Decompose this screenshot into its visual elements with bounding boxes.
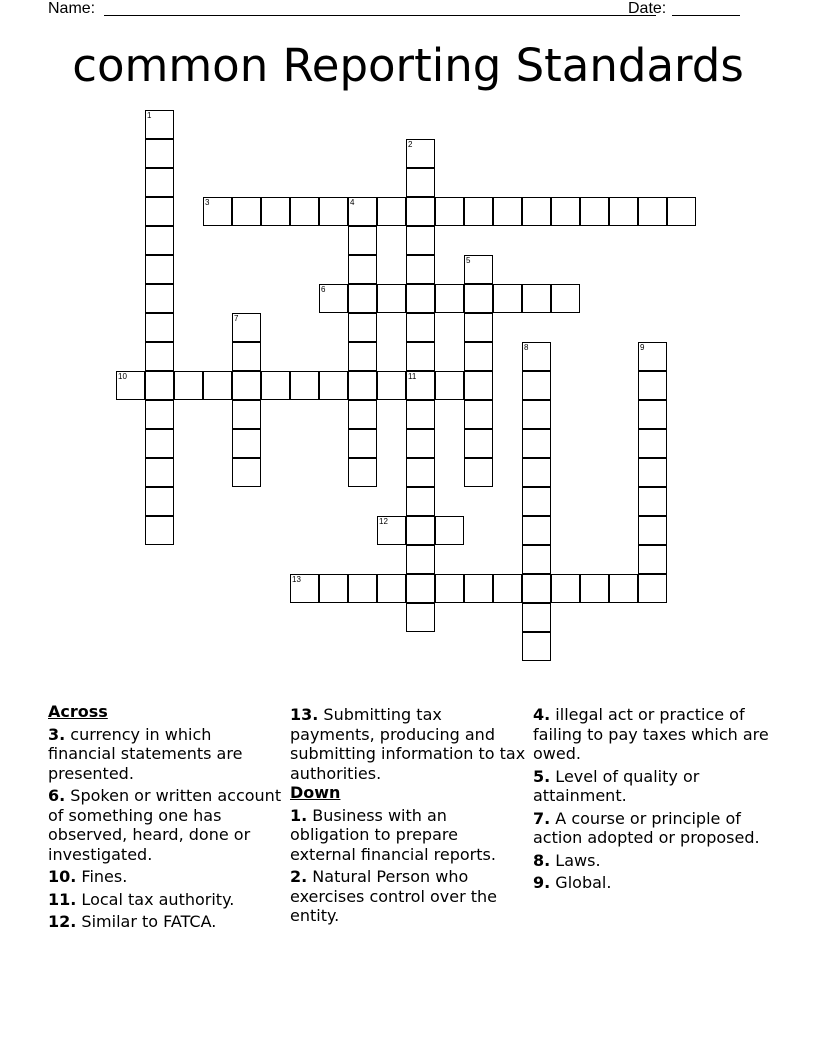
grid-cell[interactable] xyxy=(145,313,174,342)
grid-cell[interactable] xyxy=(522,458,551,487)
grid-cell[interactable] xyxy=(232,400,261,429)
grid-cell[interactable] xyxy=(638,429,667,458)
grid-cell[interactable] xyxy=(348,313,377,342)
grid-cell[interactable] xyxy=(319,371,348,400)
grid-cell[interactable] xyxy=(406,226,435,255)
clue-number: 12 xyxy=(379,517,388,526)
clue-number: 7 xyxy=(234,314,239,323)
grid-cell[interactable] xyxy=(464,255,493,284)
grid-cell[interactable] xyxy=(348,400,377,429)
clue-number-label: 6. xyxy=(48,786,66,805)
clue-item xyxy=(48,867,284,887)
grid-cell[interactable] xyxy=(464,197,493,226)
clue-number: 4 xyxy=(350,198,355,207)
grid-cell[interactable] xyxy=(174,371,203,400)
clue-number-label: 4. xyxy=(533,705,551,724)
grid-cell[interactable] xyxy=(290,574,319,603)
grid-cell[interactable] xyxy=(145,371,174,400)
clue-item xyxy=(290,806,526,865)
grid-cell[interactable] xyxy=(522,487,551,516)
clue-text: currency in which financial statements are presented. xyxy=(48,724,243,783)
name-label: Name: xyxy=(48,0,96,17)
grid-cell[interactable] xyxy=(261,197,290,226)
grid-cell[interactable] xyxy=(406,313,435,342)
grid-cell[interactable] xyxy=(232,458,261,487)
grid-cell[interactable] xyxy=(522,197,551,226)
grid-cell[interactable] xyxy=(638,371,667,400)
grid-cell[interactable] xyxy=(406,197,435,226)
grid-cell[interactable] xyxy=(609,574,638,603)
clue-item xyxy=(533,767,769,806)
clue-number-label: 11. xyxy=(48,889,77,909)
grid-cell[interactable] xyxy=(522,516,551,545)
grid-cell[interactable] xyxy=(464,400,493,429)
grid-cell[interactable] xyxy=(522,603,551,632)
grid-cell[interactable] xyxy=(522,545,551,574)
grid-cell[interactable] xyxy=(638,545,667,574)
grid-cell[interactable] xyxy=(493,284,522,313)
grid-cell[interactable] xyxy=(406,603,435,632)
grid-cell[interactable] xyxy=(406,400,435,429)
grid-cell[interactable] xyxy=(464,429,493,458)
clue-item xyxy=(48,912,284,932)
clue-text: Laws. xyxy=(550,850,601,870)
clue-item xyxy=(48,786,284,864)
grid-cell[interactable] xyxy=(406,487,435,516)
grid-cell[interactable] xyxy=(145,516,174,545)
grid-cell[interactable] xyxy=(406,574,435,603)
grid-cell[interactable] xyxy=(145,168,174,197)
grid-cell[interactable] xyxy=(406,516,435,545)
grid-cell[interactable] xyxy=(522,371,551,400)
grid-cell[interactable] xyxy=(522,574,551,603)
grid-cell[interactable] xyxy=(406,168,435,197)
clue-item xyxy=(533,851,769,871)
clue-number: 6 xyxy=(321,285,326,294)
grid-cell[interactable] xyxy=(232,197,261,226)
clue-item xyxy=(48,890,284,910)
grid-cell[interactable] xyxy=(406,139,435,168)
grid-cell[interactable] xyxy=(348,574,377,603)
grid-cell[interactable] xyxy=(232,371,261,400)
grid-cell[interactable] xyxy=(638,458,667,487)
grid-cell[interactable] xyxy=(406,371,435,400)
clue-text: Local tax authority. xyxy=(76,889,235,909)
grid-cell[interactable] xyxy=(522,632,551,661)
grid-cell[interactable] xyxy=(406,284,435,313)
clue-column-3 xyxy=(533,702,769,893)
grid-cell[interactable] xyxy=(348,371,377,400)
grid-cell[interactable] xyxy=(464,284,493,313)
grid-cell[interactable] xyxy=(348,255,377,284)
date-label: Date: xyxy=(628,0,667,17)
grid-cell[interactable] xyxy=(145,110,174,139)
grid-cell[interactable] xyxy=(406,458,435,487)
clue-number-label: 8. xyxy=(533,850,551,870)
across-heading: Across xyxy=(48,702,108,721)
grid-cell[interactable] xyxy=(145,139,174,168)
clue-item xyxy=(290,867,526,926)
grid-cell[interactable] xyxy=(348,458,377,487)
clue-number-label: 1. xyxy=(290,805,308,825)
clue-number: 11 xyxy=(408,372,417,381)
grid-cell[interactable] xyxy=(580,197,609,226)
clue-item xyxy=(290,705,526,783)
grid-cell[interactable] xyxy=(522,342,551,371)
clue-number-label: 10. xyxy=(48,867,77,886)
grid-cell[interactable] xyxy=(638,400,667,429)
grid-cell[interactable] xyxy=(435,197,464,226)
grid-cell[interactable] xyxy=(638,516,667,545)
grid-cell[interactable] xyxy=(464,342,493,371)
grid-cell[interactable] xyxy=(348,284,377,313)
clue-number-label: 2. xyxy=(290,867,308,886)
clue-number: 13 xyxy=(292,575,301,584)
grid-cell[interactable] xyxy=(493,197,522,226)
clue-number-label: 9. xyxy=(533,873,551,892)
grid-cell[interactable] xyxy=(232,342,261,371)
grid-cell[interactable] xyxy=(464,313,493,342)
grid-cell[interactable] xyxy=(493,574,522,603)
grid-cell[interactable] xyxy=(116,371,145,400)
clue-number-label: 7. xyxy=(533,808,551,828)
grid-cell[interactable] xyxy=(406,545,435,574)
grid-cell[interactable] xyxy=(348,342,377,371)
grid-cell[interactable] xyxy=(145,458,174,487)
grid-cell[interactable] xyxy=(464,458,493,487)
clue-column-2 xyxy=(290,702,526,926)
clue-number-label: 13. xyxy=(290,705,319,724)
grid-cell[interactable] xyxy=(319,574,348,603)
clue-number: 2 xyxy=(408,140,413,149)
grid-cell[interactable] xyxy=(319,284,348,313)
grid-cell[interactable] xyxy=(522,284,551,313)
grid-cell[interactable] xyxy=(232,313,261,342)
grid-cell[interactable] xyxy=(435,371,464,400)
grid-cell[interactable] xyxy=(145,342,174,371)
clue-text: Global. xyxy=(550,873,612,892)
grid-cell[interactable] xyxy=(638,487,667,516)
clue-column-1 xyxy=(48,702,284,932)
clue-number: 1 xyxy=(147,111,152,120)
grid-cell[interactable] xyxy=(145,197,174,226)
grid-cell[interactable] xyxy=(435,574,464,603)
grid-cell[interactable] xyxy=(551,574,580,603)
grid-cell[interactable] xyxy=(348,197,377,226)
grid-cell[interactable] xyxy=(261,371,290,400)
clue-text: Natural Person who exercises control over the entity. xyxy=(290,867,498,925)
clue-item xyxy=(533,809,769,848)
grid-cell[interactable] xyxy=(377,284,406,313)
clue-text: A course or principle of action adopted or proposed. xyxy=(533,808,760,847)
grid-cell[interactable] xyxy=(145,255,174,284)
grid-cell[interactable] xyxy=(145,429,174,458)
grid-cell[interactable] xyxy=(203,371,232,400)
grid-cell[interactable] xyxy=(522,429,551,458)
clue-text: Submitting tax payments, producing and submitting information to tax authorities. xyxy=(290,705,526,783)
grid-cell[interactable] xyxy=(551,284,580,313)
grid-cell[interactable] xyxy=(667,197,696,226)
grid-cell[interactable] xyxy=(319,197,348,226)
clue-text: illegal act or practice of failing to pay taxes which are owed. xyxy=(533,705,769,763)
clue-text: Fines. xyxy=(76,867,128,886)
grid-cell[interactable] xyxy=(638,342,667,371)
grid-cell[interactable] xyxy=(435,284,464,313)
clue-number-label: 3. xyxy=(48,724,66,744)
grid-cell[interactable] xyxy=(290,197,319,226)
grid-cell[interactable] xyxy=(464,371,493,400)
clue-item xyxy=(48,725,284,784)
grid-cell[interactable] xyxy=(406,429,435,458)
clue-text: Spoken or written account of something one has observed, heard, done or investigated. xyxy=(48,786,282,864)
grid-cell[interactable] xyxy=(406,342,435,371)
grid-cell[interactable] xyxy=(348,429,377,458)
grid-cell[interactable] xyxy=(580,574,609,603)
clue-number: 9 xyxy=(640,343,645,352)
clue-number: 8 xyxy=(524,343,529,352)
grid-cell[interactable] xyxy=(406,255,435,284)
grid-cell[interactable] xyxy=(377,197,406,226)
down-heading: Down xyxy=(290,783,341,802)
clue-text: Business with an obligation to prepare external financial reports. xyxy=(290,805,496,864)
grid-cell[interactable] xyxy=(290,371,319,400)
grid-cell[interactable] xyxy=(145,400,174,429)
grid-cell[interactable] xyxy=(464,574,493,603)
clue-item xyxy=(533,873,769,893)
clue-number-label: 12. xyxy=(48,912,77,931)
grid-cell[interactable] xyxy=(609,197,638,226)
grid-cell[interactable] xyxy=(377,371,406,400)
clue-item xyxy=(533,705,769,764)
clue-number: 10 xyxy=(118,372,127,381)
grid-cell[interactable] xyxy=(522,400,551,429)
grid-cell[interactable] xyxy=(638,574,667,603)
clue-text: Level of quality or attainment. xyxy=(533,766,700,805)
grid-cell[interactable] xyxy=(203,197,232,226)
grid-cell[interactable] xyxy=(348,226,377,255)
grid-cell[interactable] xyxy=(232,429,261,458)
grid-cell[interactable] xyxy=(551,197,580,226)
puzzle-title: common Reporting Standards xyxy=(72,39,744,92)
clue-number: 3 xyxy=(205,198,210,207)
grid-cell[interactable] xyxy=(377,516,406,545)
grid-cell[interactable] xyxy=(145,226,174,255)
grid-cell[interactable] xyxy=(145,487,174,516)
clue-text: Similar to FATCA. xyxy=(76,912,217,931)
grid-cell[interactable] xyxy=(145,284,174,313)
clue-number: 5 xyxy=(466,256,471,265)
clue-number-label: 5. xyxy=(533,766,551,786)
grid-cell[interactable] xyxy=(638,197,667,226)
grid-cell[interactable] xyxy=(435,516,464,545)
grid-cell[interactable] xyxy=(377,574,406,603)
